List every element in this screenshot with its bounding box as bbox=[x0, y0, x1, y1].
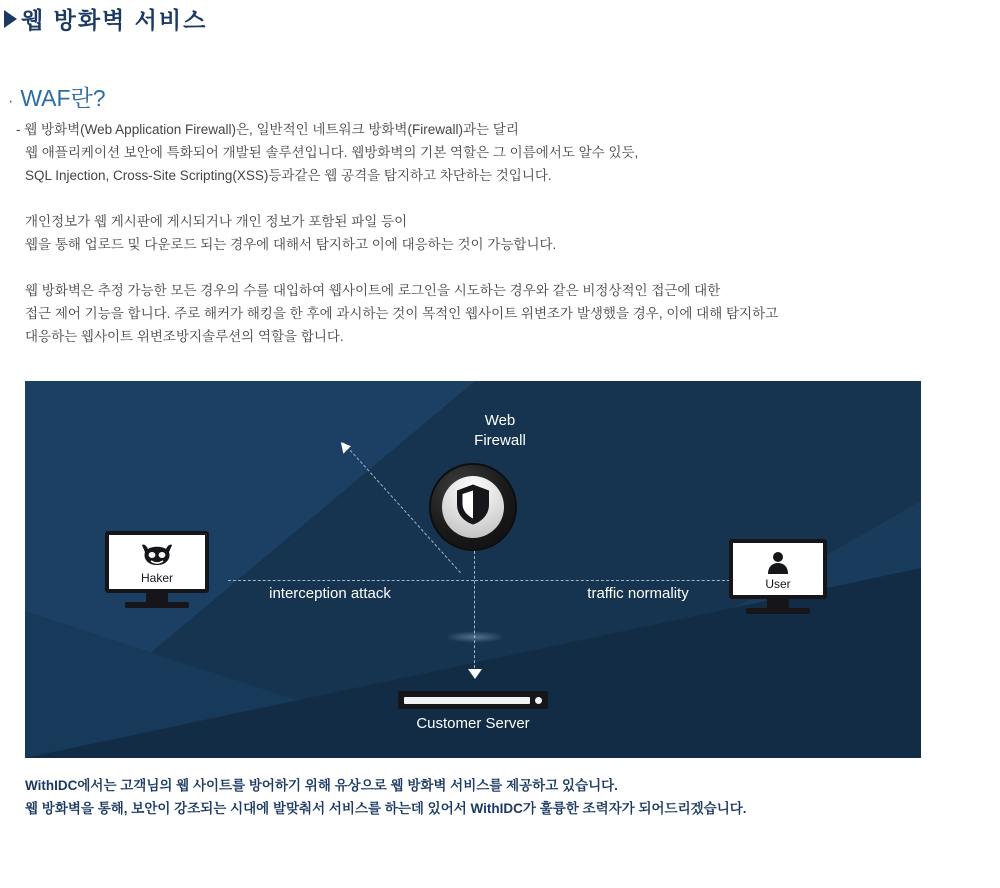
web-firewall-badge bbox=[431, 465, 515, 549]
path-glow bbox=[445, 631, 505, 643]
person-icon bbox=[765, 549, 791, 580]
section-heading-text: WAF란? bbox=[20, 85, 106, 111]
paragraph3-line2: 접근 제어 기능을 합니다. 주로 해커가 해킹을 한 후에 과시하는 것이 목적인 웹사이트 위변조가 발생했을 경우, 이에 대해 탐지하고 bbox=[25, 306, 779, 321]
footer-copy bbox=[25, 774, 975, 820]
paragraph1-line2: 웹 애플리케이션 보안에 특화되어 개발된 솔루션입니다. 웹방화벽의 기본 역할은 그 이름에서도 알수 있듯, bbox=[25, 145, 639, 160]
arrow-down-icon bbox=[468, 669, 482, 679]
paragraph1-line1: - 웹 방화벽(Web Application Firewall)은, 일반적인 네트워크 방화벽(Firewall)과는 달리 bbox=[16, 122, 519, 137]
paragraph2-line1: 개인정보가 웹 게시판에 게시되거나 개인 정보가 포함된 파일 등이 bbox=[25, 214, 408, 229]
paragraph-spacer bbox=[16, 187, 966, 210]
traffic-normality-label: traffic normality bbox=[587, 585, 689, 602]
hacker-monitor bbox=[105, 531, 209, 608]
hacker-screen bbox=[105, 531, 209, 593]
paragraph1-line3: SQL Injection, Cross-Site Scripting(XSS)등과같은 웹 공격을 탐지하고 차단하는 것입니다. bbox=[25, 168, 552, 183]
page-title bbox=[4, 2, 207, 35]
hacker-label: Haker bbox=[140, 571, 173, 585]
web-firewall-label-line1: Web bbox=[484, 412, 516, 429]
monitor-neck bbox=[767, 599, 789, 608]
customer-server-label: Customer Server bbox=[416, 715, 530, 732]
triangle-right-icon bbox=[4, 10, 17, 28]
web-firewall-label-line2: Firewall bbox=[474, 432, 526, 449]
server-rack-icon bbox=[398, 691, 548, 709]
paragraph3-line1: 웹 방화벽은 추정 가능한 모든 경우의 수를 대입하여 웹사이트에 로그인을 시도하는 경우와 같은 비정상적인 접근에 대한 bbox=[25, 283, 721, 298]
user-label: User bbox=[765, 577, 791, 591]
server-bar bbox=[404, 697, 530, 704]
page-title-text: 웹 방화벽 서비스 bbox=[21, 7, 208, 33]
monitor-base bbox=[125, 602, 189, 608]
paragraph2-line2: 웹을 통해 업로드 및 다운로드 되는 경우에 대해서 탐지하고 이에 대응하는 것이 가능합니다. bbox=[25, 237, 557, 252]
user-screen bbox=[729, 539, 827, 599]
waf-diagram bbox=[25, 381, 921, 758]
customer-server bbox=[393, 691, 553, 732]
web-firewall-label bbox=[425, 411, 575, 451]
shield-icon bbox=[456, 484, 490, 531]
user-monitor bbox=[729, 539, 827, 614]
bullet-icon: · bbox=[8, 93, 14, 110]
traffic-path-line bbox=[475, 580, 745, 581]
interception-path-line bbox=[228, 580, 474, 581]
monitor-neck bbox=[146, 593, 168, 602]
server-path-line bbox=[474, 551, 475, 673]
server-led bbox=[535, 697, 542, 704]
paragraph3-line3: 대응하는 웹사이트 위변조방지솔루션의 역할을 합니다. bbox=[25, 329, 344, 344]
monitor-base bbox=[746, 608, 810, 614]
footer-line1: WithIDC에서는 고객님의 웹 사이트를 방어하기 위해 유상으로 웹 방화벽 서비스를 제공하고 있습니다. bbox=[25, 778, 618, 793]
section-heading bbox=[8, 80, 106, 113]
paragraph-spacer bbox=[16, 256, 966, 279]
devil-face-icon bbox=[140, 542, 174, 573]
footer-line2: 웹 방화벽을 통해, 보안이 강조되는 시대에 발맞춰서 서비스를 하는데 있어서 WithIDC가 훌륭한 조력자가 되어드리겠습니다. bbox=[25, 801, 747, 816]
interception-attack-label: interception attack bbox=[269, 585, 391, 602]
body-copy bbox=[16, 118, 966, 348]
